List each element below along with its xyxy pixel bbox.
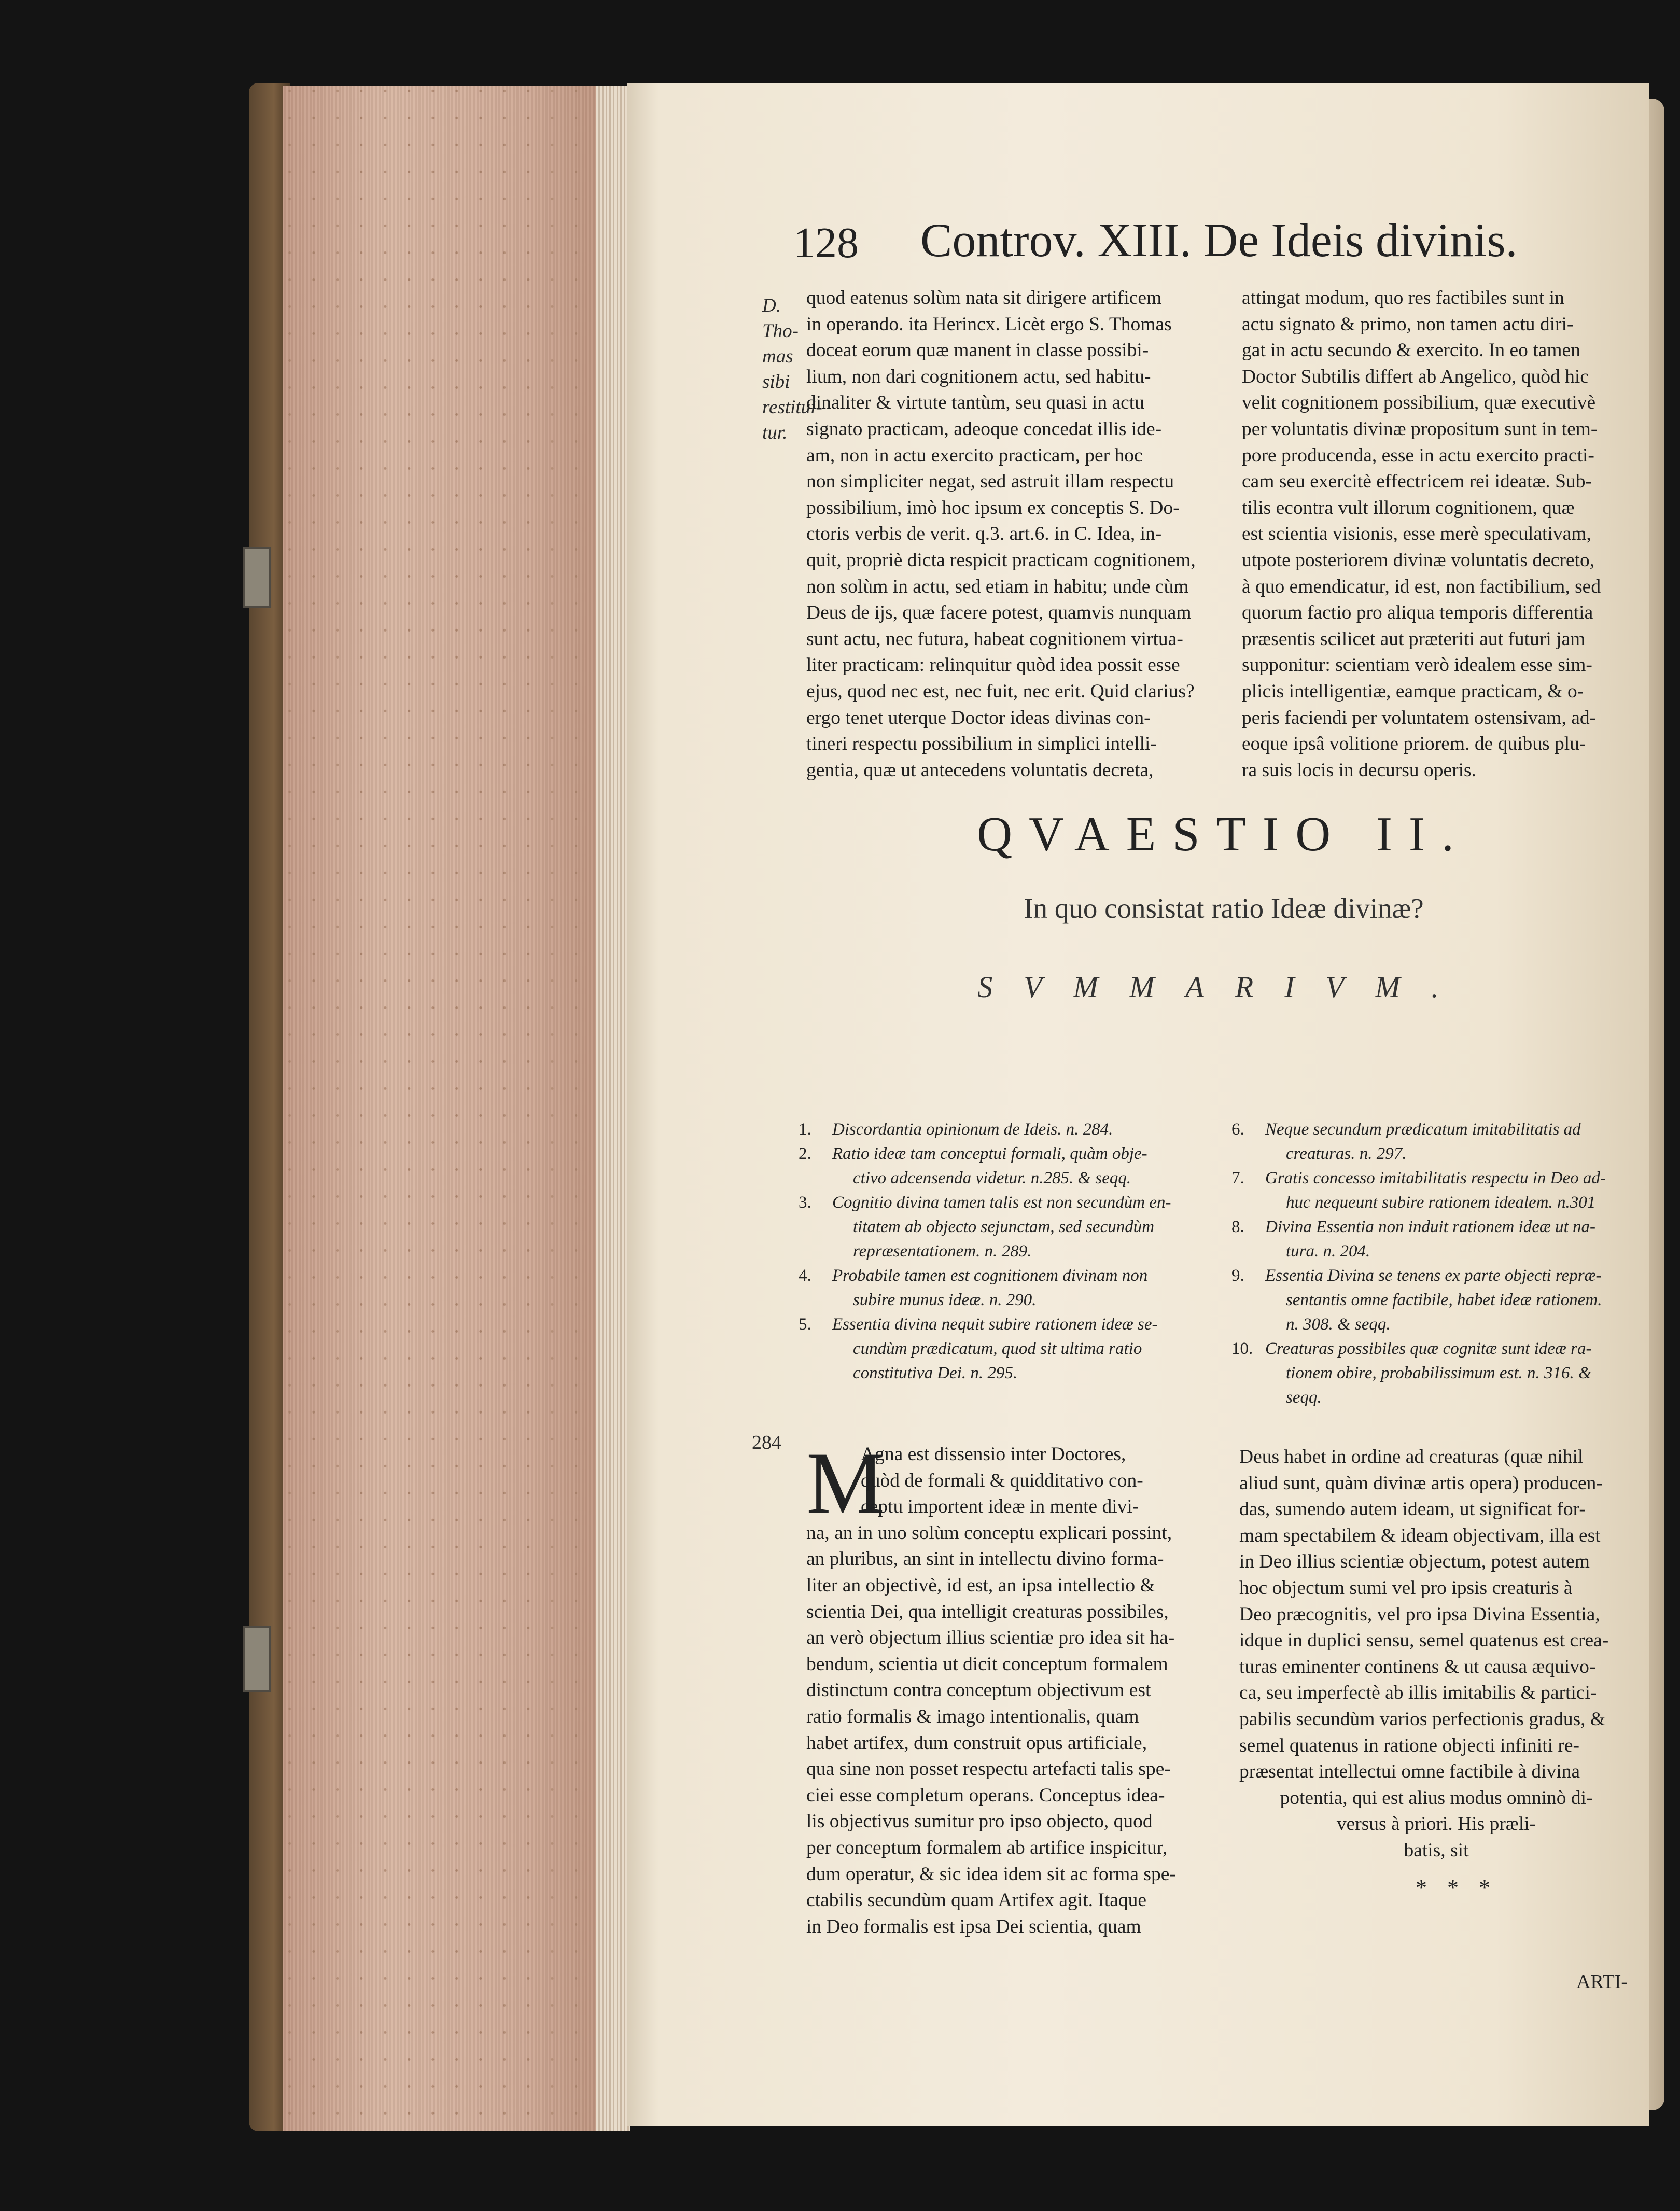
text-line: plicis intelligentiæ, eamque practicam, & o- bbox=[1242, 680, 1584, 702]
text-line: tineri respectu possibilium in simplici intelli- bbox=[806, 733, 1157, 755]
text-line: bendum, scientia ut dicit conceptum formalem bbox=[806, 1653, 1168, 1675]
clasp-upper bbox=[243, 547, 271, 608]
text-line: ejus, quod nec est, nec fuit, nec erit. Quid clarius? bbox=[806, 680, 1195, 702]
text-line: quorum factio pro aliqua temporis differentia bbox=[1242, 602, 1593, 624]
margin-line: restitui- bbox=[762, 397, 822, 418]
summary-item bbox=[1231, 1215, 1606, 1264]
summary-number: 7. bbox=[1231, 1169, 1244, 1187]
summary-item bbox=[799, 1142, 1171, 1191]
text-line: liter practicam: relinquitur quòd idea possit esse bbox=[806, 654, 1180, 676]
margin-line: D. Tho- bbox=[762, 295, 799, 342]
text-line: idque in duplici sensu, semel quatenus est crea- bbox=[1239, 1630, 1609, 1652]
summary-number: 1. bbox=[799, 1120, 811, 1139]
text-line: ergo tenet uterque Doctor ideas divinas con- bbox=[806, 707, 1151, 729]
text-line: ctoris verbis de verit. q.3. art.6. in C. Idea, in- bbox=[806, 523, 1162, 545]
text-line: supponitur: scientiam verò idealem esse sim- bbox=[1242, 654, 1592, 676]
summary-number: 9. bbox=[1231, 1266, 1244, 1285]
summary-line: seqq. bbox=[1286, 1388, 1322, 1407]
summary-number: 2. bbox=[799, 1144, 811, 1163]
text-column-left-bottom bbox=[806, 1434, 1176, 1940]
summary-number: 4. bbox=[799, 1266, 811, 1285]
summary-line: Probabile tamen est cognitionem divinam non bbox=[832, 1266, 1148, 1285]
text-line: peris faciendi per voluntatem ostensivam, ad- bbox=[1242, 707, 1597, 729]
text-line: præsentis scilicet aut præteriti aut futuri jam bbox=[1242, 628, 1586, 650]
summary-line: repræsentationem. n. 289. bbox=[853, 1242, 1032, 1261]
summary-number: 3. bbox=[799, 1193, 811, 1212]
text-line: præsentat intellectui omne factibile à divina bbox=[1239, 1761, 1580, 1783]
text-line: gat in actu secundo & exercito. In eo tamen bbox=[1242, 340, 1580, 361]
clasp-lower bbox=[243, 1626, 271, 1692]
margin-paragraph-number: 284 bbox=[752, 1432, 781, 1453]
summary-line: Discordantia opinionum de Ideis. n. 284. bbox=[832, 1120, 1113, 1139]
text-line: dinaliter & virtute tantùm, seu quasi in actu bbox=[806, 392, 1144, 414]
text-line: Doctor Subtilis differt ab Angelico, quòd hic bbox=[1242, 366, 1589, 387]
text-line: utpote posteriorem divinæ voluntatis decreto, bbox=[1242, 549, 1595, 571]
text-line: hoc objectum sumi vel pro ipsis creaturis à bbox=[1239, 1577, 1573, 1599]
summary-number: 6. bbox=[1231, 1120, 1244, 1139]
text-column-left-top bbox=[806, 285, 1221, 783]
summary-line: Cognitio divina tamen talis est non secundùm en- bbox=[832, 1193, 1171, 1212]
summary-item bbox=[799, 1191, 1171, 1264]
book-page bbox=[627, 83, 1649, 2126]
text-line: an pluribus, an sint in intellectu divino forma- bbox=[806, 1548, 1164, 1570]
text-line: qua sine non posset respectu artefacti talis spe- bbox=[806, 1758, 1171, 1780]
drop-cap: M bbox=[806, 1434, 885, 1532]
text-line: pabilis secundùm varios perfectionis gradus, & bbox=[1239, 1708, 1606, 1730]
summary-line: creaturas. n. 297. bbox=[1286, 1144, 1407, 1163]
text-line: liter an objectivè, id est, an ipsa intellectio & bbox=[806, 1574, 1155, 1596]
text-line: ratio formalis & imago intentionalis, quam bbox=[806, 1705, 1139, 1727]
text-line: cam seu exercitè effectricem rei ideatæ. Sub- bbox=[1242, 471, 1592, 493]
text-line: non simpliciter negat, sed astruit illam respectu bbox=[806, 471, 1174, 493]
text-column-right-top bbox=[1242, 285, 1636, 783]
summary-item bbox=[1231, 1166, 1606, 1215]
page-edges-stack bbox=[283, 86, 630, 2131]
text-line: das, sumendo autem ideam, ut significat for- bbox=[1239, 1499, 1586, 1520]
text-line: per conceptum formalem ab artifice inspicitur, bbox=[806, 1837, 1168, 1858]
summary-line: n. 308. & seqq. bbox=[1286, 1315, 1391, 1334]
text-line: tilis econtra vult illorum cognitionem, quæ bbox=[1242, 497, 1575, 519]
page-number: 128 bbox=[793, 219, 859, 267]
summary-line: cundùm prædicatum, quod sit ultima ratio bbox=[853, 1339, 1142, 1358]
page-gutter bbox=[596, 86, 630, 2131]
text-line: possibilium, imò hoc ipsum ex conceptis S. Do- bbox=[806, 497, 1180, 519]
summary-item bbox=[1231, 1337, 1606, 1410]
summary-line: Neque secundum prædicatum imitabilitatis ad bbox=[1265, 1120, 1581, 1139]
summary-item bbox=[1231, 1117, 1606, 1166]
text-line: ca, seu imperfectè ab illis imitabilis & partici- bbox=[1239, 1682, 1597, 1704]
text-line: in Deo illius scientiæ objectum, potest autem bbox=[1239, 1551, 1590, 1573]
text-line: quod eatenus solùm nata sit dirigere artificem bbox=[806, 287, 1162, 309]
text-line: an verò objectum illius scientiæ pro idea sit ha- bbox=[806, 1627, 1175, 1649]
summary-number: 8. bbox=[1231, 1218, 1244, 1236]
summary-item bbox=[1231, 1264, 1606, 1337]
summary-line: Ratio ideæ tam conceptui formali, quàm obje- bbox=[832, 1144, 1147, 1163]
text-line: actu signato & primo, non tamen actu diri- bbox=[1242, 313, 1574, 335]
summary-line: subire munus ideæ. n. 290. bbox=[853, 1291, 1037, 1309]
text-line: doceat eorum quæ manent in classe possibi- bbox=[806, 340, 1149, 361]
text-line: aliud sunt, quàm divinæ artis opera) producen- bbox=[1239, 1472, 1603, 1494]
text-line: attingat modum, quo res factibiles sunt in bbox=[1242, 287, 1564, 309]
text-line: quòd de formali & quidditativo con- bbox=[861, 1470, 1143, 1491]
text-line: pore producenda, esse in actu exercito practi- bbox=[1242, 444, 1594, 466]
summary-line: Gratis concesso imitabilitatis respectu in Deo ad- bbox=[1265, 1169, 1606, 1187]
text-line: à quo emendicatur, id est, non factibilium, sed bbox=[1242, 576, 1601, 597]
summary-item bbox=[799, 1264, 1171, 1312]
page-header bbox=[793, 213, 1644, 280]
text-line: lium, non dari cognitionem actu, sed habitu- bbox=[806, 366, 1151, 387]
text-line: eoque ipsâ volitione priorem. de quibus plu- bbox=[1242, 733, 1586, 755]
text-line: ciei esse completum operans. Conceptus idea- bbox=[806, 1784, 1165, 1806]
text-line: scientia Dei, qua intelligit creaturas possibiles, bbox=[806, 1601, 1169, 1622]
text-line: sunt actu, nec futura, habeat cognitionem virtua- bbox=[806, 628, 1183, 650]
summary-line: titatem ab objecto sejunctam, sed secundùm bbox=[853, 1218, 1155, 1236]
text-line: ctabilis secundùm quam Artifex agit. Itaque bbox=[806, 1890, 1147, 1911]
text-line: am, non in actu exercito practicam, per hoc bbox=[806, 444, 1143, 466]
summary-line: constitutiva Dei. n. 295. bbox=[853, 1364, 1018, 1382]
question-subtitle: In quo consistat ratio Ideæ divinæ? bbox=[1024, 892, 1424, 924]
text-line: Deo præcognitis, vel pro ipsa Divina Essentia, bbox=[1239, 1603, 1600, 1625]
text-line: Agna est dissensio inter Doctores, bbox=[861, 1444, 1126, 1465]
text-line: semel quatenus in ratione objecti infiniti re- bbox=[1239, 1734, 1580, 1756]
text-line: habet artifex, dum construit opus artificiale, bbox=[806, 1732, 1147, 1754]
text-line: gentia, quæ ut antecedens voluntatis decreta, bbox=[806, 759, 1154, 781]
summary-item bbox=[799, 1312, 1171, 1386]
text-line: dum operatur, & sic idea idem sit ac forma spe- bbox=[806, 1863, 1176, 1885]
text-line: velit cognitionem possibilium, quæ executivè bbox=[1242, 392, 1596, 414]
summary-number: 10. bbox=[1231, 1339, 1253, 1358]
text-line: lis objectivus sumitur pro ipso objecto, quod bbox=[806, 1811, 1153, 1832]
margin-line: mas sibi bbox=[762, 346, 793, 393]
text-line: est scientia visionis, esse merè speculativam, bbox=[1242, 523, 1591, 545]
question-title: QVAESTIO II. bbox=[977, 807, 1471, 861]
text-line: per voluntatis divinæ propositum sunt in tem- bbox=[1242, 418, 1598, 440]
summary-list-right bbox=[1231, 1117, 1606, 1410]
summary-line: Essentia Divina se tenens ex parte objecti repræ- bbox=[1265, 1266, 1602, 1285]
text-line: turas eminenter continens & ut causa æquivo- bbox=[1239, 1656, 1596, 1677]
text-line: na, an in uno solùm conceptu explicari possint, bbox=[806, 1522, 1172, 1544]
text-line: distinctum contra conceptum objectivum est bbox=[806, 1680, 1151, 1701]
summary-line: sentantis omne factibile, habet ideæ rationem. bbox=[1286, 1291, 1602, 1309]
summary-item bbox=[799, 1117, 1171, 1142]
text-line: Deus de ijs, quæ facere potest, quamvis nunquam bbox=[806, 602, 1192, 624]
text-line: non solùm in actu, sed etiam in habitu; unde cùm bbox=[806, 576, 1189, 597]
asterism-ornament: * * * bbox=[1416, 1875, 1497, 1900]
summary-title: SVMMARIVM. bbox=[977, 970, 1470, 1004]
summary-line: Creaturas possibiles quæ cognitæ sunt ideæ ra- bbox=[1265, 1339, 1592, 1358]
text-line: Deus habet in ordine ad creaturas (quæ nihil bbox=[1239, 1446, 1584, 1467]
text-line: batis, sit bbox=[1404, 1839, 1469, 1861]
catchword: ARTI- bbox=[1576, 1971, 1628, 1993]
summary-line: tura. n. 204. bbox=[1286, 1242, 1370, 1261]
text-line: signato practicam, adeoque concedat illis ide- bbox=[806, 418, 1162, 440]
text-line: versus à priori. His præli- bbox=[1336, 1813, 1536, 1835]
running-title: Controv. XIII. De Ideis divinis. bbox=[920, 214, 1518, 267]
summary-line: tionem obire, probabilissimum est. n. 316. & bbox=[1286, 1364, 1592, 1382]
text-line: potentia, qui est alius modus omninò di- bbox=[1280, 1787, 1593, 1809]
summary-line: Divina Essentia non induit rationem ideæ ut na- bbox=[1265, 1218, 1596, 1236]
summary-line: ctivo adcensenda videtur. n.285. & seqq. bbox=[853, 1169, 1131, 1187]
summary-line: Essentia divina nequit subire rationem ideæ se- bbox=[832, 1315, 1158, 1334]
margin-line: tur. bbox=[762, 422, 788, 443]
text-line: ra suis locis in decursu operis. bbox=[1242, 759, 1476, 781]
summary-line: huc nequeunt subire rationem idealem. n.301 bbox=[1286, 1193, 1596, 1212]
text-line: in Deo formalis est ipsa Dei scientia, quam bbox=[806, 1915, 1141, 1937]
text-line: mam spectabilem & ideam objectivam, illa est bbox=[1239, 1524, 1601, 1546]
summary-number: 5. bbox=[799, 1315, 811, 1334]
summary-list-left bbox=[799, 1117, 1171, 1386]
text-column-right-bottom bbox=[1239, 1444, 1633, 1864]
text-line: in operando. ita Herincx. Licèt ergo S. Thomas bbox=[806, 313, 1172, 335]
text-line: quit, propriè dicta respicit practicam cognitionem, bbox=[806, 549, 1196, 571]
text-line: ceptu importent ideæ in mente divi- bbox=[861, 1496, 1139, 1518]
